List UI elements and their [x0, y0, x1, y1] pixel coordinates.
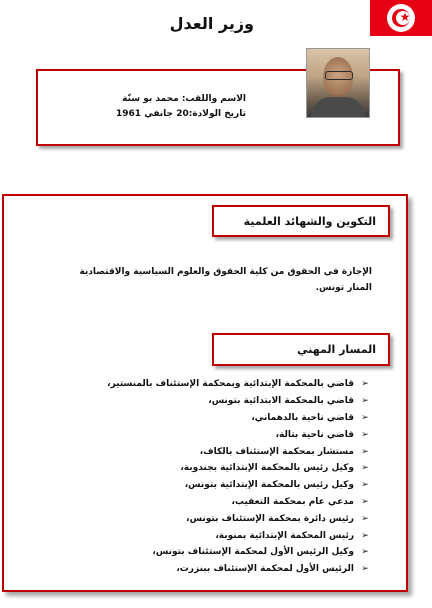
career-item — [52, 393, 372, 410]
career-item-text: وكيل الرئيس الأول لمحكمة الإستئناف بتونس، — [152, 547, 354, 558]
career-item — [52, 494, 372, 511]
check-arrow-icon: ➢ — [361, 412, 369, 423]
career-item-text: مدعي عام بمحكمة التعقيب، — [231, 496, 354, 507]
page-title: وزير العدل — [169, 14, 254, 33]
career-item-text: رئيس دائرة بمحكمة الإستئناف بتونس، — [186, 513, 354, 524]
career-item — [52, 510, 372, 527]
check-arrow-icon: ➢ — [361, 547, 369, 558]
career-item-text: وكيل رئيس بالمحكمة الإبتدائية بتونس، — [184, 480, 354, 491]
education-text: الإجازة في الحقوق من كلية الحقوق والعلوم السياسية والاقتصادية المنار تونس. — [79, 267, 372, 293]
check-arrow-icon: ➢ — [361, 480, 369, 491]
check-arrow-icon: ➢ — [361, 396, 369, 407]
portrait-photo — [306, 48, 370, 118]
check-arrow-icon: ➢ — [361, 446, 369, 457]
career-item — [52, 477, 372, 494]
identity-birth: تاريخ الولادة:20 جانفي 1961 — [116, 109, 246, 119]
career-item-text: قاضي ناحية بتالة، — [275, 429, 354, 440]
career-item — [52, 544, 372, 561]
career-item-text: وكيل رئيس بالمحكمة الإبتدائية بجندوبة، — [180, 463, 354, 474]
career-item-text: مستشار بمحكمة الإستئناف بالكاف، — [199, 446, 354, 457]
career-item — [52, 527, 372, 544]
career-item-text: قاضي ناحية بالدهماني، — [251, 412, 354, 423]
career-item — [52, 410, 372, 427]
career-item — [52, 561, 372, 578]
check-arrow-icon: ➢ — [361, 564, 369, 575]
career-item — [52, 460, 372, 477]
career-item-text: قاضي بالمحكمة الإبتدائية وبمحكمة الإستئناف بالمنستير، — [107, 379, 354, 390]
check-arrow-icon: ➢ — [361, 513, 369, 524]
check-arrow-icon: ➢ — [361, 379, 369, 390]
career-item — [52, 426, 372, 443]
check-arrow-icon: ➢ — [361, 496, 369, 507]
career-item-text: قاضي بالمحكمة الابتدائية بتونس، — [208, 396, 354, 407]
career-heading: المسار المهني — [212, 333, 390, 366]
career-item — [52, 443, 372, 460]
check-arrow-icon: ➢ — [361, 463, 369, 474]
tunisia-flag-icon: ★ — [370, 0, 432, 36]
career-list — [52, 376, 372, 578]
career-item — [52, 376, 372, 393]
education-heading: التكوين والشهائد العلمية — [212, 205, 390, 237]
career-item-text: رئيس المحكمة الإبتدائية بمنوبة، — [215, 530, 354, 541]
check-arrow-icon: ➢ — [361, 429, 369, 440]
career-item-text: الرئيس الأول لمحكمة الإستئناف ببنزرت، — [176, 564, 354, 575]
check-arrow-icon: ➢ — [361, 530, 369, 541]
identity-name: الاسم واللقب: محمد بو سنّة — [122, 94, 246, 104]
